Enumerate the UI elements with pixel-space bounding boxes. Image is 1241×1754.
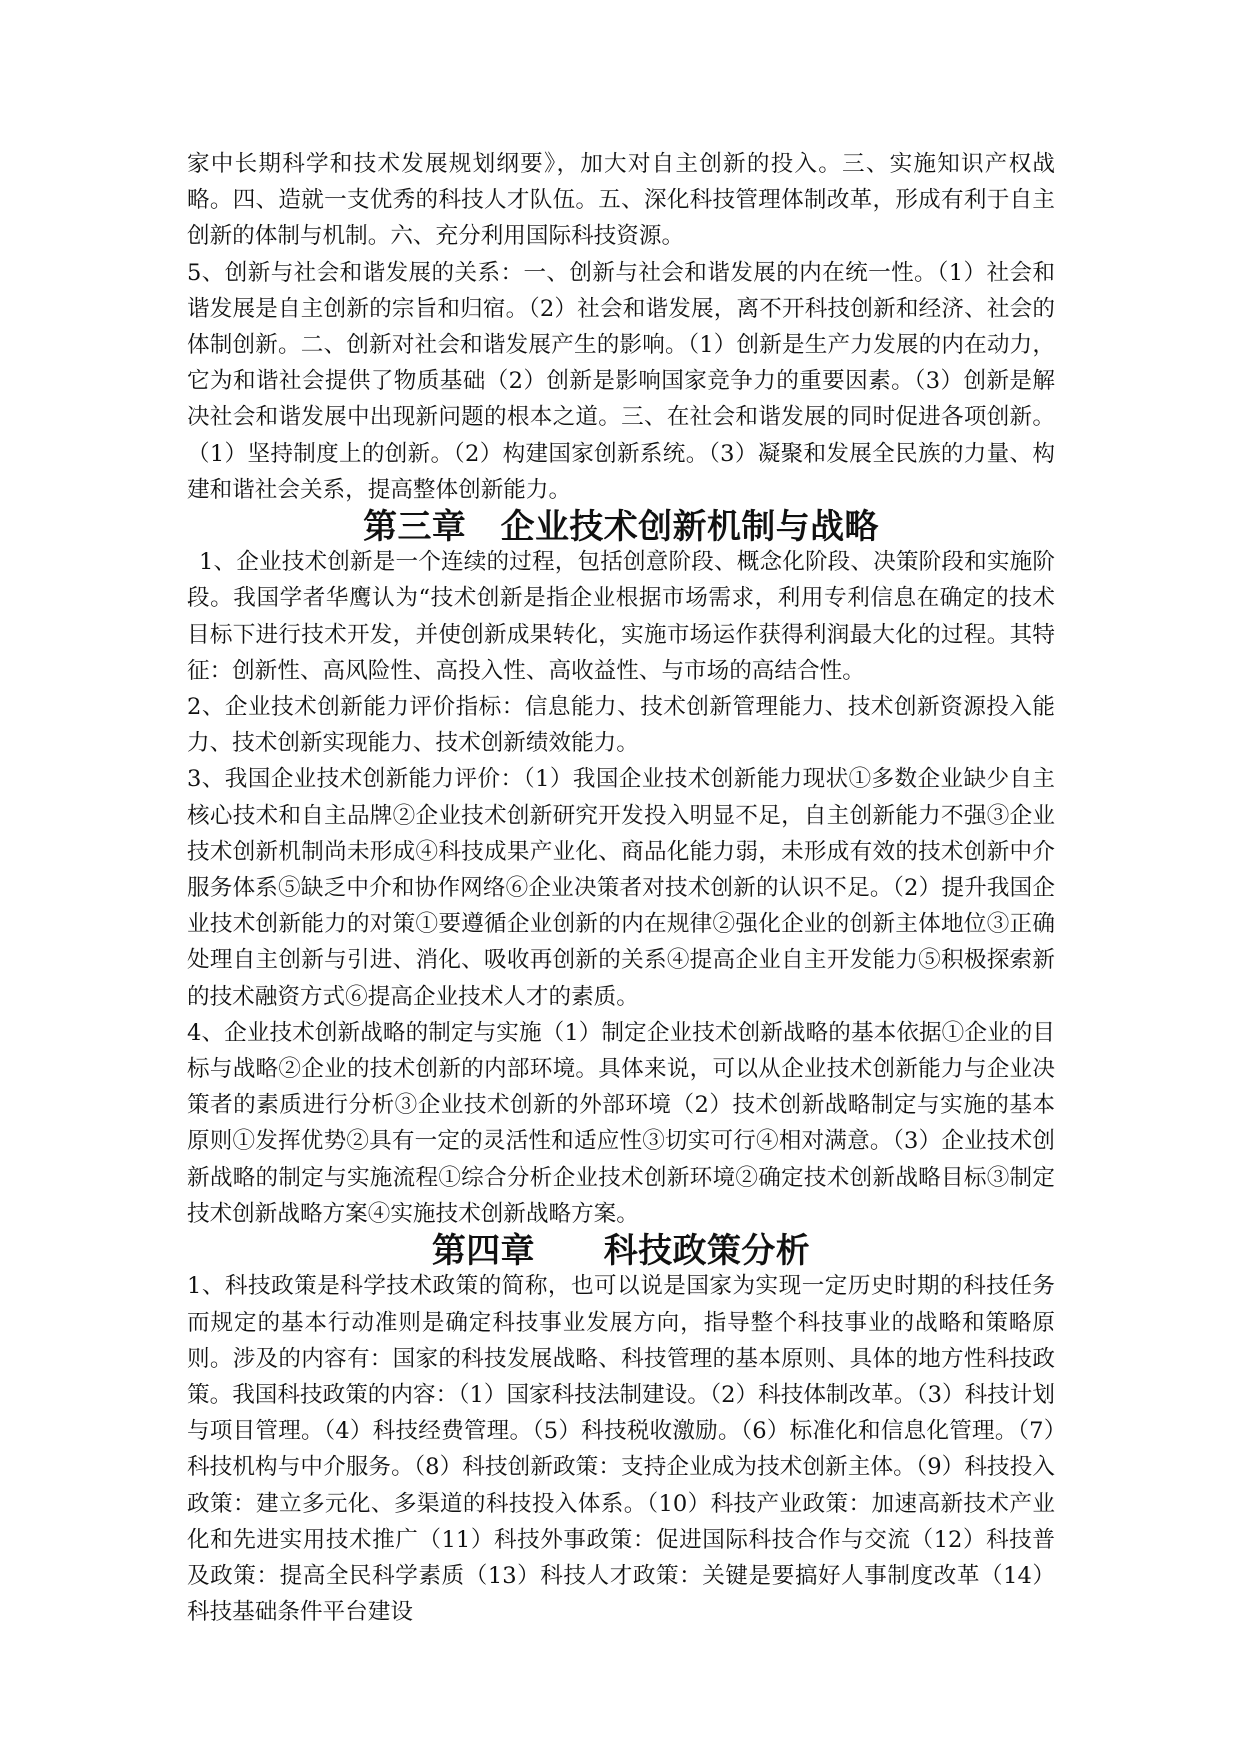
chapter-3-title: 第三章 企业技术创新机制与战略: [363, 506, 879, 547]
paragraph-strategy-formulation: 4、企业技术创新战略的制定与实施（1）制定企业技术创新战略的基本依据①企业的目标与战略②企业的技术创新的内部环境。具体来说，可以从企业技术创新能力与企业决策者的素质进行分析③企业技术创新的外部环境（2）技术创新战略制定与实施的基本原则①发挥优势②具有一定的灵活性和适应性③切实可行④相对满意。（3）企业技术创新战略的制定与实施流程①综合分析企业技术创新环境②确定技术创新战略目标③制定技术创新战略方案④实施技术创新战略方案。: [187, 1019, 1055, 1227]
paragraph-innovation-capability-indicators: 2、企业技术创新能力评价指标：信息能力、技术创新管理能力、技术创新资源投入能力、技术创新实现能力、技术创新绩效能力。: [187, 694, 1055, 757]
document-page: [187, 146, 1055, 1630]
paragraph-capability-evaluation: 3、我国企业技术创新能力评价：（1）我国企业技术创新能力现状①多数企业缺少自主核心技术和自主品牌②企业技术创新研究开发投入明显不足，自主创新能力不强③企业技术创新机制尚未形成④科技成果产业化、商品化能力弱，未形成有效的技术创新中介服务体系⑤缺乏中介和协作网络⑥企业决策者对技术创新的认识不足。（2）提升我国企业技术创新能力的对策①要遵循企业创新的内在规律②强化企业的创新主体地位③正确处理自主创新与引进、消化、吸收再创新的关系④提高企业自主开发能力⑤积极探索新的技术融资方式⑥提高企业技术人才的素质。: [187, 766, 1055, 1010]
paragraph-innovation-social-harmony: 5、创新与社会和谐发展的关系：一、创新与社会和谐发展的内在统一性。（1）社会和谐发展是自主创新的宗旨和归宿。（2）社会和谐发展，离不开科技创新和经济、社会的体制创新。二、创新对社会和谐发展产生的影响。（1）创新是生产力发展的内在动力，它为和谐社会提供了物质基础（2）创新是影响国家竞争力的重要因素。（3）创新是解决社会和谐发展中出现新问题的根本之道。三、在社会和谐发展的同时促进各项创新。（1）坚持制度上的创新。（2）构建国家创新系统。（3）凝聚和发展全民族的力量、构建和谐社会关系，提高整体创新能力。: [187, 259, 1055, 503]
paragraph-enterprise-tech-innovation: 1、企业技术创新是一个连续的过程，包括创意阶段、概念化阶段、决策阶段和实施阶段。我国学者华鹰认为“技术创新是指企业根据市场需求，利用专利信息在确定的技术目标下进行技术开发，并使创新成果转化，实施市场运作获得利润最大化的过程。其特征：创新性、高风险性、高投入性、高收益性、与市场的高结合性。: [187, 549, 1055, 684]
paragraph-science-tech-policy: 1、科技政策是科学技术政策的简称，也可以说是国家为实现一定历史时期的科技任务而规定的基本行动准则是确定科技事业发展方向，指导整个科技事业的战略和策略原则。涉及的内容有：国家的科技发展战略、科技管理的基本原则、具体的地方性科技政策。我国科技政策的内容：（1）国家科技法制建设。（2）科技体制改革。（3）科技计划与项目管理。（4）科技经费管理。（5）科技税收激励。（6）标准化和信息化管理。（7）科技机构与中介服务。（8）科技创新政策：支持企业成为技术创新主体。（9）科技投入政策：建立多元化、多渠道的科技投入体系。（10）科技产业政策：加速高新技术产业化和先进实用技术推广（11）科技外事政策：促进国际科技合作与交流（12）科技普及政策：提高全民科学素质（13）科技人才政策：关键是要搞好人事制度改革（14）科技基础条件平台建设: [187, 1273, 1055, 1626]
chapter-4-title: 第四章 科技政策分析: [431, 1230, 811, 1271]
paragraph-innovation-policy-continued: 家中长期科学和技术发展规划纲要》，加大对自主创新的投入。三、实施知识产权战略。四、造就一支优秀的科技人才队伍。五、深化科技管理体制改革，形成有利于自主创新的体制与机制。六、充分利用国际科技资源。: [187, 151, 1055, 250]
